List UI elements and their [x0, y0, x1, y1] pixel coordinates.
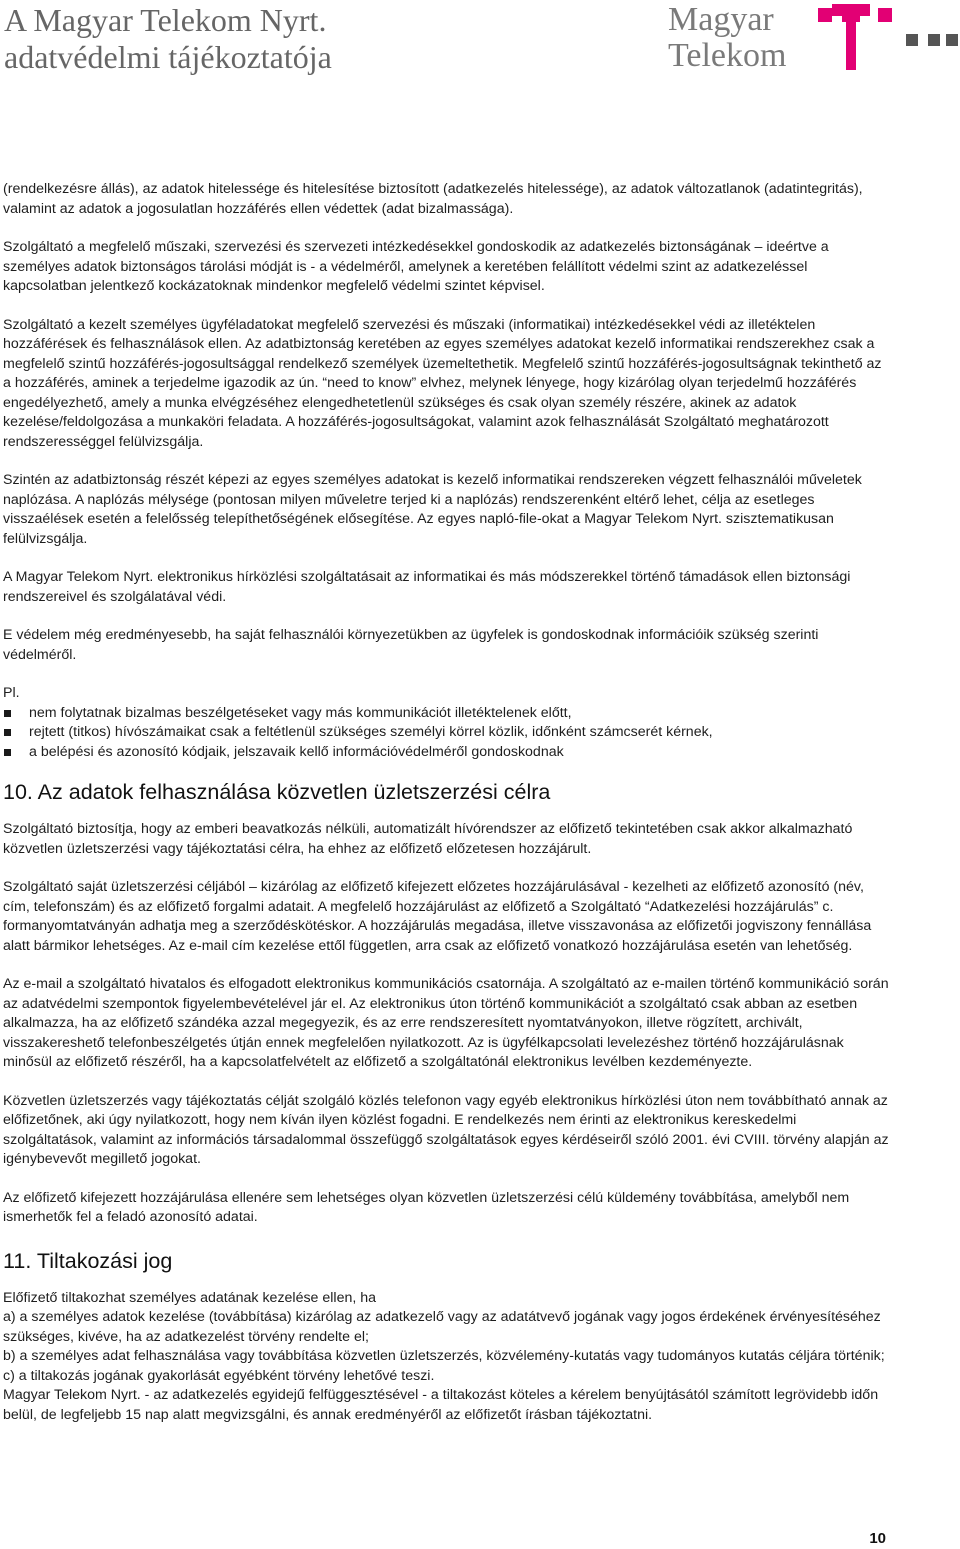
paragraph: Közvetlen üzletszerzés vagy tájékoztatás célját szolgáló közlés telefonon vagy egyéb elektronikus hírközlési úton nem továbbítható annak az előfizetőnek, aki úgy nyilatkozott, hogy nem kíván ilyen közlést fogadni. E rendelkezés nem érinti az elektronikus kereskedelmi szolgáltatások, valamint az információs társadalommal összefüggő szolgáltatások egyes kérdéseiről szóló 2001. évi CVIII. törvény alapján az igénybevevőt megillető jogokat.: [3, 1092, 889, 1167]
list-item-text: a belépési és azonosító kódjaik, jelszavaik kellő információvédelméről gondoskodnak: [29, 743, 564, 760]
objection-rights-text: [3, 1289, 889, 1426]
paragraph: Szolgáltató a kezelt személyes ügyféladatokat megfelelő szervezési és műszaki (informatikai) intézkedésekkel védi az illetéktelen hozzáférések és felhasználások ellen. Az adatbiztonság keretében az egyes személyes adatokat kezelő informatikai rendszerekhez csak a megfelelő szintű hozzáférés-jogosultsággal rendelkező személyek üzemeltethetik. Megfelelő szintű hozzáférés-jogosultságnak tekinthető az a hozzáférés, aminek a terjedelme igazodik az ún. “need to know” elvhez, melynek lényege, hogy kizárólag olyan terjedelmű hozzáférés engedélyezhető, amely a munka elvégzéséhez elengedhetetlenül szükséges és csak olyan személy részére, akinek az adatok kezelése/feldolgozása a munkaköri feladata. A hozzáférés-jogosultságokat, valamint azok felhasználását Szolgáltató meghatározott rendszerességgel felülvizsgálja.: [3, 316, 882, 450]
paragraph: Szintén az adatbiztonság részét képezi az egyes személyes adatokat is kezelő informatikai rendszereken végzett felhasználói műveletek naplózása. A naplózás mélysége (pontosan milyen műveletre terjed ki a naplózás) rendszerenként eltérő lehet, célja az esetleges visszaélések esetén a felelősség telepíthetőségének elősegítése. Az egyes napló-file-okat a Magyar Telekom Nyrt. szisztematikusan felülvizsgálja.: [3, 472, 862, 547]
paragraph: Szolgáltató saját üzletszerzési céljából – kizárólag az előfizető kifejezett előzetes hozzájárulásával - kezelheti az előfizető azonosító (név, cím, telefonszám) és az előfizető forgalmi adatait. A megfelelő hozzájárulást az előfizető a Szolgáltató “Adatkezelési hozzájárulás” c. formanyomtatványán adhatja meg a szerződéskötéskor. A hozzájárulás megadása, illetve visszavonása az előfizetői jogviszony fennállása alatt bármikor lehetséges. Az e-mail cím kezelése ettől független, arra csak az előfizető vonatkozó hozzájárulása esetén van lehetőség.: [3, 879, 872, 954]
list-item: [3, 743, 889, 763]
text-line: c) a tiltakozás jogának gyakorlását egyébként törvény lehetővé teszi.: [3, 1367, 435, 1384]
document-title-line2: adatvédelmi tájékoztatója: [4, 39, 332, 75]
telekom-t-logo-icon: [818, 4, 958, 72]
paragraph: E védelem még eredményesebb, ha saját felhasználói környezetükben az ügyfelek is gondoskodnak információik szükség szerinti védelméről.: [3, 627, 819, 663]
page-number: 10: [869, 1530, 886, 1547]
brand-line1: Magyar: [668, 1, 774, 38]
list-item-text: nem folytatnak bizalmas beszélgetéseket vagy más kommunikációt illetéktelenek előtt,: [29, 704, 572, 721]
paragraph: Szolgáltató a megfelelő műszaki, szervezési és szervezeti intézkedésekkel gondoskodik az adatkezelés biztonságának – ideértve a személyes adatok biztonságos tárolási módját is - a védelméről, amelynek a keretében felállított védelmi szint az adatkezeléssel kapcsolatban jelentkező kockázatoknak mindenkor megfelelő védelmi szintet képvisel.: [3, 239, 829, 294]
list-item: [3, 723, 889, 743]
list-item: [3, 704, 889, 724]
page-header: [0, 0, 960, 80]
example-label: Pl.: [3, 685, 20, 701]
list-item-text: rejtett (titkos) hívószámaikat csak a feltétlenül szükséges személyi körrel közlik, időnként számcserét kérnek,: [29, 724, 713, 740]
paragraph: A Magyar Telekom Nyrt. elektronikus hírközlési szolgáltatásait az informatikai és más módszerekkel történő támadások ellen biztonsági rendszereivel és szolgálatával védi.: [3, 569, 851, 605]
paragraph: Szolgáltató biztosítja, hogy az emberi beavatkozás nélküli, automatizált hívórendszer az előfizető tekintetében csak akkor alkalmazható közvetlen üzletszerzési vagy tájékoztatási célra, ha ehhez az előfizető előzetesen hozzájárult.: [3, 821, 853, 857]
paragraph: Az előfizető kifejezett hozzájárulása ellenére sem lehetséges olyan közvetlen üzletszerzési célú küldemény továbbítása, amelyből nem ismerhetők fel a feladó azonosító adatai.: [3, 1189, 850, 1225]
brand-line2: Telekom: [668, 37, 787, 74]
document-body: [3, 180, 889, 1425]
section-heading: 10. Az adatok felhasználása közvetlen üzletszerzési célra: [3, 780, 551, 804]
paragraph: Az e-mail a szolgáltató hivatalos és elfogadott elektronikus kommunikációs csatornája. A szolgáltató az e-mailen történő kommunikáció során az adatvédelmi szempontok figyelembevételével jár el. Az elektronikus úton történő kommunikációt a szolgáltató csak abban az esetben alkalmazza, ha az előfizető szándéka azzal megegyezik, és az erre rendszeresített nyomtatványokon, illetve rögzített, archivált, visszakereshető telefonbeszélgetés útján ennek megfelelően nyilatkozott. Az is ügyfélkapcsolati levelezéshez történő hozzájárulásnak minősül az előfizető részéről, ha a kapcsolatfelvételt az előfizető a szolgáltatónál elektronikus levélben kezdeményezte.: [3, 976, 889, 1070]
document-title: [4, 2, 332, 76]
brand-wordmark: [668, 2, 786, 74]
text-line: b) a személyes adat felhasználása vagy továbbítása közvetlen üzletszerzés, közvélemény-kutatás vagy tudományos kutatás céljára történik;: [3, 1348, 885, 1364]
text-line: Előfizető tiltakozhat személyes adatának kezelése ellen, ha: [3, 1289, 377, 1306]
paragraph: (rendelkezésre állás), az adatok hitelessége és hitelesítése biztosított (adatkezelés hitelessége), az adatok változatlanok (adatintegritás), valamint az adatok a jogosulatlan hozzáférés ellen védettek (adat bizalmassága).: [3, 181, 863, 217]
text-line: a) a személyes adatok kezelése (továbbítása) kizárólag az adatkezelő vagy az adatátvevő jogának vagy jogos érdekének érvényesítéséhez szükséges, kivéve, ha az adatkezelést törvény rendelte el;: [3, 1309, 881, 1345]
bullet-list: [3, 704, 889, 763]
section-heading: 11. Tiltakozási jog: [3, 1248, 173, 1273]
document-title-line1: A Magyar Telekom Nyrt.: [4, 2, 327, 38]
square-bullet-icon: [4, 710, 11, 717]
square-bullet-icon: [4, 749, 11, 756]
square-bullet-icon: [4, 729, 11, 736]
text-line: Magyar Telekom Nyrt. - az adatkezelés egyidejű felfüggesztésével - a tiltakozást köteles a kérelem benyújtásától számított legrövidebb időn belül, de legfeljebb 15 nap alatt megvizsgálni, és annak eredményéről az előfizetőt írásban tájékoztatni.: [3, 1387, 879, 1423]
